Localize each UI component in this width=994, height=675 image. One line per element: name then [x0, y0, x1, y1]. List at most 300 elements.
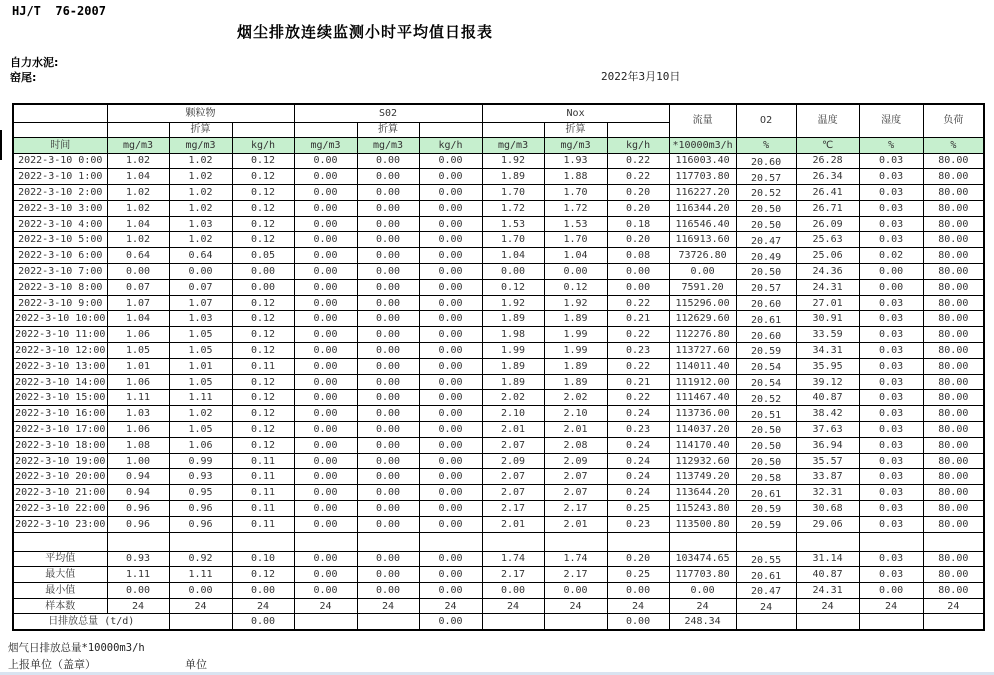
summary-label-cell[interactable]: 最小值 [13, 583, 107, 599]
value-cell[interactable]: 0.93 [169, 469, 232, 485]
value-cell[interactable]: 116546.40 [669, 216, 736, 232]
value-cell[interactable]: 20.58 [736, 469, 796, 485]
value-cell[interactable]: 80.00 [923, 551, 984, 567]
value-cell[interactable]: 0.11 [232, 516, 294, 532]
group-header-particulate[interactable]: 颗粒物 [107, 104, 294, 122]
value-cell[interactable]: 1.70 [482, 232, 544, 248]
value-cell[interactable]: 0.00 [419, 453, 482, 469]
sub-header-converted-pm[interactable]: 折算 [169, 122, 232, 137]
value-cell[interactable]: 0.12 [232, 232, 294, 248]
value-cell[interactable]: 112276.80 [669, 327, 736, 343]
value-cell[interactable]: 0.00 [357, 501, 419, 517]
value-cell[interactable]: 80.00 [923, 216, 984, 232]
value-cell[interactable]: 20.55 [736, 551, 796, 567]
value-cell[interactable]: 0.12 [232, 437, 294, 453]
row-time-cell[interactable]: 2022-3-10 22:00 [13, 501, 107, 517]
value-cell[interactable]: 111467.40 [669, 390, 736, 406]
value-cell[interactable]: 0.03 [859, 390, 923, 406]
value-cell[interactable]: 20.52 [736, 390, 796, 406]
value-cell[interactable]: 0.03 [859, 169, 923, 185]
value-cell[interactable]: 24 [419, 598, 482, 614]
value-cell[interactable]: 80.00 [923, 153, 984, 169]
blank-cell[interactable] [419, 122, 482, 137]
value-cell[interactable]: 0.21 [607, 374, 669, 390]
row-time-cell[interactable]: 2022-3-10 12:00 [13, 343, 107, 359]
value-cell[interactable]: 0.00 [419, 567, 482, 583]
value-cell[interactable]: 0.00 [419, 551, 482, 567]
value-cell[interactable]: 80.00 [923, 453, 984, 469]
value-cell[interactable]: 2.09 [544, 453, 607, 469]
value-cell[interactable]: 0.11 [232, 358, 294, 374]
value-cell[interactable]: 1.92 [482, 153, 544, 169]
value-cell[interactable]: 0.00 [294, 200, 357, 216]
value-cell[interactable]: 2.17 [482, 567, 544, 583]
value-cell[interactable]: 80.00 [923, 232, 984, 248]
value-cell[interactable]: 0.07 [169, 279, 232, 295]
value-cell[interactable]: 0.23 [607, 516, 669, 532]
value-cell[interactable]: 0.00 [294, 264, 357, 280]
value-cell[interactable]: 24 [482, 598, 544, 614]
value-cell[interactable]: 34.31 [796, 343, 859, 359]
value-cell[interactable]: 1.01 [107, 358, 169, 374]
value-cell[interactable]: 0.25 [607, 567, 669, 583]
value-cell[interactable]: 0.03 [859, 453, 923, 469]
value-cell[interactable]: 0.03 [859, 406, 923, 422]
value-cell[interactable]: 0.00 [294, 516, 357, 532]
blank-cell[interactable] [107, 122, 169, 137]
value-cell[interactable]: 2.01 [482, 516, 544, 532]
value-cell[interactable]: 0.00 [294, 406, 357, 422]
value-cell[interactable]: 80.00 [923, 501, 984, 517]
value-cell[interactable]: 116003.40 [669, 153, 736, 169]
value-cell[interactable] [294, 532, 357, 551]
value-cell[interactable] [232, 532, 294, 551]
value-cell[interactable]: 0.00 [107, 583, 169, 599]
value-cell[interactable]: 80.00 [923, 327, 984, 343]
value-cell[interactable]: 80.00 [923, 169, 984, 185]
value-cell[interactable]: 0.00 [419, 153, 482, 169]
value-cell[interactable]: 0.00 [294, 216, 357, 232]
row-time-cell[interactable]: 2022-3-10 16:00 [13, 406, 107, 422]
value-cell[interactable]: 20.59 [736, 516, 796, 532]
value-cell[interactable]: 0.03 [859, 216, 923, 232]
value-cell[interactable]: 0.00 [107, 264, 169, 280]
value-cell[interactable]: 24 [232, 598, 294, 614]
value-cell[interactable]: 0.00 [294, 279, 357, 295]
value-cell[interactable]: 38.42 [796, 406, 859, 422]
value-cell[interactable]: 80.00 [923, 185, 984, 201]
value-cell[interactable]: 114170.40 [669, 437, 736, 453]
value-cell[interactable]: 1.03 [169, 216, 232, 232]
value-cell[interactable]: 20.50 [736, 264, 796, 280]
value-cell[interactable]: 0.00 [357, 406, 419, 422]
value-cell[interactable]: 40.87 [796, 390, 859, 406]
value-cell[interactable] [669, 532, 736, 551]
value-cell[interactable]: 0.00 [419, 311, 482, 327]
value-cell[interactable]: 0.22 [607, 169, 669, 185]
value-cell[interactable]: 20.50 [736, 453, 796, 469]
value-cell[interactable]: 111912.00 [669, 374, 736, 390]
value-cell[interactable]: 2.07 [482, 485, 544, 501]
value-cell[interactable]: 117703.80 [669, 169, 736, 185]
value-cell[interactable]: 0.95 [169, 485, 232, 501]
value-cell[interactable]: 0.00 [357, 327, 419, 343]
value-cell[interactable]: 0.11 [232, 501, 294, 517]
value-cell[interactable]: 113749.20 [669, 469, 736, 485]
value-cell[interactable]: 1.04 [107, 311, 169, 327]
value-cell[interactable]: 0.00 [357, 311, 419, 327]
value-cell[interactable]: 0.00 [357, 516, 419, 532]
value-cell[interactable]: 80.00 [923, 264, 984, 280]
row-time-cell[interactable]: 2022-3-10 11:00 [13, 327, 107, 343]
value-cell[interactable]: 1.89 [482, 358, 544, 374]
value-cell[interactable]: 0.22 [607, 327, 669, 343]
value-cell[interactable] [923, 532, 984, 551]
value-cell[interactable]: 0.00 [294, 374, 357, 390]
value-cell[interactable]: 0.00 [607, 264, 669, 280]
value-cell[interactable]: 116913.60 [669, 232, 736, 248]
value-cell[interactable]: 0.24 [607, 437, 669, 453]
value-cell[interactable]: 24 [607, 598, 669, 614]
value-cell[interactable]: 80.00 [923, 516, 984, 532]
summary-label-cell[interactable]: 样本数 [13, 598, 107, 614]
col-header-o2[interactable]: O2 [736, 104, 796, 137]
unit-cell[interactable]: % [923, 137, 984, 153]
value-cell[interactable]: 1.93 [544, 153, 607, 169]
sub-header-converted-so2[interactable]: 折算 [357, 122, 419, 137]
value-cell[interactable]: 20.61 [736, 311, 796, 327]
value-cell[interactable]: 0.92 [169, 551, 232, 567]
value-cell[interactable]: 2.10 [482, 406, 544, 422]
value-cell[interactable]: 0.00 [419, 358, 482, 374]
value-cell[interactable]: 0.00 [419, 406, 482, 422]
value-cell[interactable] [736, 532, 796, 551]
value-cell[interactable]: 0.00 [357, 295, 419, 311]
value-cell[interactable]: 0.00 [357, 200, 419, 216]
value-cell[interactable]: 1.74 [482, 551, 544, 567]
value-cell[interactable]: 0.00 [294, 248, 357, 264]
value-cell[interactable]: 0.00 [419, 232, 482, 248]
value-cell[interactable]: 0.00 [419, 200, 482, 216]
value-cell[interactable]: 2.10 [544, 406, 607, 422]
blank-cell[interactable] [232, 122, 294, 137]
value-cell[interactable]: 24.31 [796, 583, 859, 599]
col-header-load[interactable]: 负荷 [923, 104, 984, 137]
value-cell[interactable]: 2.07 [482, 437, 544, 453]
summary-label-cell[interactable]: 平均值 [13, 551, 107, 567]
value-cell[interactable]: 2.17 [482, 501, 544, 517]
value-cell[interactable]: 2.07 [544, 469, 607, 485]
value-cell[interactable]: 0.00 [294, 567, 357, 583]
value-cell[interactable]: 1.01 [169, 358, 232, 374]
value-cell[interactable]: 30.68 [796, 501, 859, 517]
value-cell[interactable]: 20.51 [736, 406, 796, 422]
unit-cell[interactable]: kg/h [232, 137, 294, 153]
value-cell[interactable] [607, 532, 669, 551]
value-cell[interactable]: 0.20 [607, 185, 669, 201]
value-cell[interactable]: 0.00 [294, 437, 357, 453]
value-cell[interactable]: 80.00 [923, 311, 984, 327]
value-cell[interactable] [796, 532, 859, 551]
value-cell[interactable]: 1.02 [169, 200, 232, 216]
value-cell[interactable]: 0.00 [357, 343, 419, 359]
value-cell[interactable]: 0.00 [607, 583, 669, 599]
value-cell[interactable]: 0.00 [419, 422, 482, 438]
row-time-cell[interactable]: 2022-3-10 10:00 [13, 311, 107, 327]
value-cell[interactable]: 1.05 [169, 343, 232, 359]
unit-cell[interactable]: mg/m3 [107, 137, 169, 153]
value-cell[interactable]: 0.00 [294, 232, 357, 248]
value-cell[interactable]: 30.91 [796, 311, 859, 327]
value-cell[interactable]: 20.50 [736, 437, 796, 453]
value-cell[interactable]: 80.00 [923, 248, 984, 264]
value-cell[interactable]: 1.99 [544, 343, 607, 359]
value-cell[interactable]: 103474.65 [669, 551, 736, 567]
value-cell[interactable]: 0.03 [859, 501, 923, 517]
value-cell[interactable]: 80.00 [923, 374, 984, 390]
value-cell[interactable] [736, 614, 796, 630]
value-cell[interactable]: 0.00 [357, 169, 419, 185]
value-cell[interactable]: 0.00 [419, 485, 482, 501]
value-cell[interactable]: 0.00 [357, 232, 419, 248]
value-cell[interactable]: 1.06 [169, 437, 232, 453]
value-cell[interactable]: 0.00 [544, 264, 607, 280]
value-cell[interactable]: 20.47 [736, 583, 796, 599]
value-cell[interactable]: 1.02 [107, 200, 169, 216]
row-time-cell[interactable]: 2022-3-10 2:00 [13, 185, 107, 201]
value-cell[interactable]: 0.00 [669, 583, 736, 599]
row-time-cell[interactable]: 2022-3-10 15:00 [13, 390, 107, 406]
value-cell[interactable]: 24 [859, 598, 923, 614]
value-cell[interactable]: 0.23 [607, 343, 669, 359]
value-cell[interactable]: 80.00 [923, 422, 984, 438]
value-cell[interactable] [923, 614, 984, 630]
value-cell[interactable]: 0.96 [169, 516, 232, 532]
value-cell[interactable]: 36.94 [796, 437, 859, 453]
value-cell[interactable]: 2.08 [544, 437, 607, 453]
value-cell[interactable]: 0.00 [232, 614, 294, 630]
unit-cell[interactable]: % [736, 137, 796, 153]
value-cell[interactable]: 26.34 [796, 169, 859, 185]
value-cell[interactable]: 25.06 [796, 248, 859, 264]
value-cell[interactable]: 1.03 [107, 406, 169, 422]
value-cell[interactable] [859, 614, 923, 630]
value-cell[interactable]: 24.31 [796, 279, 859, 295]
value-cell[interactable]: 0.12 [232, 185, 294, 201]
value-cell[interactable]: 26.41 [796, 185, 859, 201]
value-cell[interactable]: 2.01 [544, 422, 607, 438]
value-cell[interactable]: 1.11 [169, 390, 232, 406]
value-cell[interactable]: 37.63 [796, 422, 859, 438]
value-cell[interactable]: 1.70 [544, 232, 607, 248]
value-cell[interactable]: 40.87 [796, 567, 859, 583]
value-cell[interactable]: 0.12 [232, 406, 294, 422]
value-cell[interactable]: 1.53 [544, 216, 607, 232]
row-time-cell[interactable]: 2022-3-10 21:00 [13, 485, 107, 501]
value-cell[interactable]: 80.00 [923, 469, 984, 485]
unit-cell[interactable]: mg/m3 [544, 137, 607, 153]
value-cell[interactable]: 20.52 [736, 185, 796, 201]
value-cell[interactable]: 0.00 [482, 583, 544, 599]
value-cell[interactable] [544, 614, 607, 630]
value-cell[interactable]: 0.10 [232, 551, 294, 567]
value-cell[interactable]: 0.64 [107, 248, 169, 264]
value-cell[interactable]: 73726.80 [669, 248, 736, 264]
value-cell[interactable]: 0.00 [419, 516, 482, 532]
value-cell[interactable]: 0.24 [607, 406, 669, 422]
value-cell[interactable]: 1.00 [107, 453, 169, 469]
value-cell[interactable]: 0.00 [419, 185, 482, 201]
value-cell[interactable] [859, 532, 923, 551]
daily-total-label-cell[interactable]: 日排放总量 (t/d) [13, 614, 169, 630]
value-cell[interactable]: 24 [357, 598, 419, 614]
value-cell[interactable]: 0.00 [357, 248, 419, 264]
value-cell[interactable]: 1.89 [544, 374, 607, 390]
value-cell[interactable]: 0.00 [482, 264, 544, 280]
value-cell[interactable]: 0.00 [169, 583, 232, 599]
value-cell[interactable]: 2.07 [544, 485, 607, 501]
col-header-temperature[interactable]: 温度 [796, 104, 859, 137]
value-cell[interactable]: 1.89 [482, 169, 544, 185]
value-cell[interactable]: 80.00 [923, 200, 984, 216]
value-cell[interactable]: 0.00 [859, 583, 923, 599]
value-cell[interactable]: 114011.40 [669, 358, 736, 374]
value-cell[interactable]: 39.12 [796, 374, 859, 390]
blank-cell[interactable] [294, 122, 357, 137]
value-cell[interactable]: 0.00 [357, 358, 419, 374]
value-cell[interactable]: 0.94 [107, 469, 169, 485]
unit-cell[interactable]: mg/m3 [294, 137, 357, 153]
value-cell[interactable]: 20.60 [736, 295, 796, 311]
value-cell[interactable]: 0.00 [357, 153, 419, 169]
value-cell[interactable]: 0.00 [357, 216, 419, 232]
value-cell[interactable]: 0.00 [544, 583, 607, 599]
value-cell[interactable]: 1.89 [544, 358, 607, 374]
value-cell[interactable]: 1.72 [482, 200, 544, 216]
value-cell[interactable]: 1.02 [169, 232, 232, 248]
value-cell[interactable]: 0.03 [859, 232, 923, 248]
value-cell[interactable]: 20.57 [736, 279, 796, 295]
value-cell[interactable]: 0.12 [544, 279, 607, 295]
unit-cell[interactable]: ℃ [796, 137, 859, 153]
value-cell[interactable]: 1.05 [107, 343, 169, 359]
row-time-cell[interactable]: 2022-3-10 7:00 [13, 264, 107, 280]
sub-header-converted-nox[interactable]: 折算 [544, 122, 607, 137]
value-cell[interactable] [482, 532, 544, 551]
value-cell[interactable]: 1.02 [107, 185, 169, 201]
value-cell[interactable]: 0.00 [294, 358, 357, 374]
value-cell[interactable]: 0.00 [294, 295, 357, 311]
value-cell[interactable]: 1.02 [169, 169, 232, 185]
value-cell[interactable]: 0.12 [232, 169, 294, 185]
value-cell[interactable]: 0.00 [859, 279, 923, 295]
value-cell[interactable]: 0.12 [232, 295, 294, 311]
value-cell[interactable]: 0.96 [107, 501, 169, 517]
value-cell[interactable]: 20.47 [736, 232, 796, 248]
value-cell[interactable]: 20.49 [736, 248, 796, 264]
value-cell[interactable]: 0.00 [232, 583, 294, 599]
value-cell[interactable]: 2.02 [544, 390, 607, 406]
value-cell[interactable]: 0.20 [607, 232, 669, 248]
value-cell[interactable]: 80.00 [923, 390, 984, 406]
row-time-cell[interactable]: 2022-3-10 4:00 [13, 216, 107, 232]
value-cell[interactable]: 0.00 [419, 295, 482, 311]
value-cell[interactable] [796, 614, 859, 630]
blank-cell[interactable] [482, 122, 544, 137]
value-cell[interactable]: 1.02 [169, 185, 232, 201]
value-cell[interactable]: 1.06 [107, 374, 169, 390]
value-cell[interactable]: 0.00 [294, 169, 357, 185]
value-cell[interactable]: 0.12 [232, 374, 294, 390]
value-cell[interactable]: 112629.60 [669, 311, 736, 327]
value-cell[interactable]: 1.04 [482, 248, 544, 264]
row-time-cell[interactable]: 2022-3-10 14:00 [13, 374, 107, 390]
value-cell[interactable]: 26.28 [796, 153, 859, 169]
value-cell[interactable] [482, 614, 544, 630]
value-cell[interactable]: 1.99 [482, 343, 544, 359]
value-cell[interactable]: 20.54 [736, 374, 796, 390]
value-cell[interactable]: 113644.20 [669, 485, 736, 501]
group-header-nox[interactable]: Nox [482, 104, 669, 122]
value-cell[interactable]: 0.00 [294, 327, 357, 343]
value-cell[interactable]: 2.17 [544, 501, 607, 517]
unit-cell[interactable]: *10000m3/h [669, 137, 736, 153]
value-cell[interactable]: 80.00 [923, 343, 984, 359]
value-cell[interactable]: 0.24 [607, 485, 669, 501]
value-cell[interactable]: 0.03 [859, 551, 923, 567]
value-cell[interactable]: 0.22 [607, 295, 669, 311]
value-cell[interactable]: 0.18 [607, 216, 669, 232]
value-cell[interactable]: 1.02 [107, 232, 169, 248]
value-cell[interactable]: 0.00 [419, 469, 482, 485]
value-cell[interactable]: 0.00 [294, 422, 357, 438]
value-cell[interactable]: 0.00 [419, 501, 482, 517]
row-time-cell[interactable]: 2022-3-10 6:00 [13, 248, 107, 264]
value-cell[interactable]: 80.00 [923, 583, 984, 599]
value-cell[interactable]: 1.70 [544, 185, 607, 201]
value-cell[interactable]: 0.00 [294, 311, 357, 327]
blank-cell[interactable] [13, 532, 107, 551]
value-cell[interactable]: 31.14 [796, 551, 859, 567]
value-cell[interactable]: 1.04 [107, 169, 169, 185]
unit-cell[interactable]: mg/m3 [357, 137, 419, 153]
value-cell[interactable]: 20.59 [736, 343, 796, 359]
value-cell[interactable]: 1.11 [107, 567, 169, 583]
value-cell[interactable]: 0.03 [859, 311, 923, 327]
row-time-cell[interactable]: 2022-3-10 8:00 [13, 279, 107, 295]
value-cell[interactable] [544, 532, 607, 551]
value-cell[interactable]: 0.03 [859, 295, 923, 311]
value-cell[interactable]: 20.54 [736, 358, 796, 374]
value-cell[interactable]: 0.12 [482, 279, 544, 295]
value-cell[interactable]: 0.00 [357, 390, 419, 406]
value-cell[interactable]: 2.17 [544, 567, 607, 583]
value-cell[interactable]: 116227.20 [669, 185, 736, 201]
summary-label-cell[interactable]: 最大值 [13, 567, 107, 583]
value-cell[interactable]: 0.03 [859, 374, 923, 390]
value-cell[interactable]: 0.22 [607, 153, 669, 169]
value-cell[interactable]: 27.01 [796, 295, 859, 311]
value-cell[interactable]: 0.22 [607, 358, 669, 374]
value-cell[interactable] [419, 532, 482, 551]
value-cell[interactable]: 32.31 [796, 485, 859, 501]
value-cell[interactable]: 1.07 [107, 295, 169, 311]
value-cell[interactable]: 0.00 [419, 374, 482, 390]
value-cell[interactable]: 0.12 [232, 311, 294, 327]
value-cell[interactable]: 114037.20 [669, 422, 736, 438]
value-cell[interactable]: 1.89 [544, 311, 607, 327]
value-cell[interactable]: 0.12 [232, 216, 294, 232]
